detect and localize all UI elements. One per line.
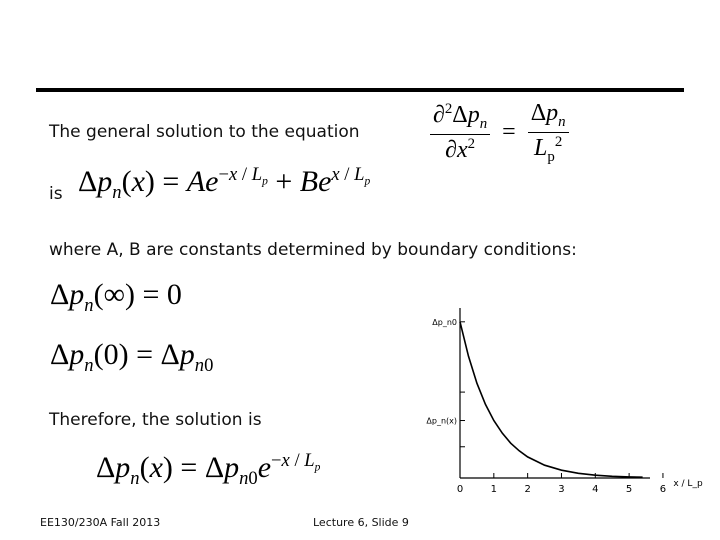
x-tick-label: 4 [592,484,599,495]
x-tick-label: 6 [659,484,667,495]
boundary-condition-zero: $\Delta p_n(0) = \Delta p_{n0}$ [50,338,214,376]
final-solution-equation: $\Delta p_n(x) = \Delta p_{n0}e^{-x / L_p}$ [96,450,321,489]
footer-course: EE130/230A Fall 2013 [40,516,161,529]
boundary-condition-infinity: $\Delta p_n(\infty) = 0$ [50,278,182,316]
y-mark-label: Δp_n0 [432,317,457,327]
x-axis-label: x / L_p [673,479,703,489]
x-tick-label: 1 [490,484,498,495]
title-rule [36,88,684,92]
where-text: where A, B are constants determined by boundary conditions: [49,240,577,260]
decay-curve [460,322,643,477]
decay-chart [420,300,710,510]
footer-slide-ref: Lecture 6, Slide 9 [313,516,409,529]
general-solution-equation: $\Delta p_n(x) = Ae^{-x / L_p} + Be^{x / L_p}$ [78,164,371,203]
x-tick-label: 5 [625,484,633,495]
x-tick-label: 3 [558,484,565,495]
x-tick-label: 0 [456,484,464,495]
therefore-text: Therefore, the solution is [49,410,262,430]
diffusion-equation: $\frac{\partial^2\Delta p_n}{\partial x^2}$ = $\frac{\Delta p_n}{L_p^2}$ [430,100,569,166]
x-tick-label: 2 [524,484,531,495]
intro-text: The general solution to the equation [49,122,360,142]
y-mark-label: Δp_n(x) [426,416,457,426]
is-text: is [49,184,63,204]
